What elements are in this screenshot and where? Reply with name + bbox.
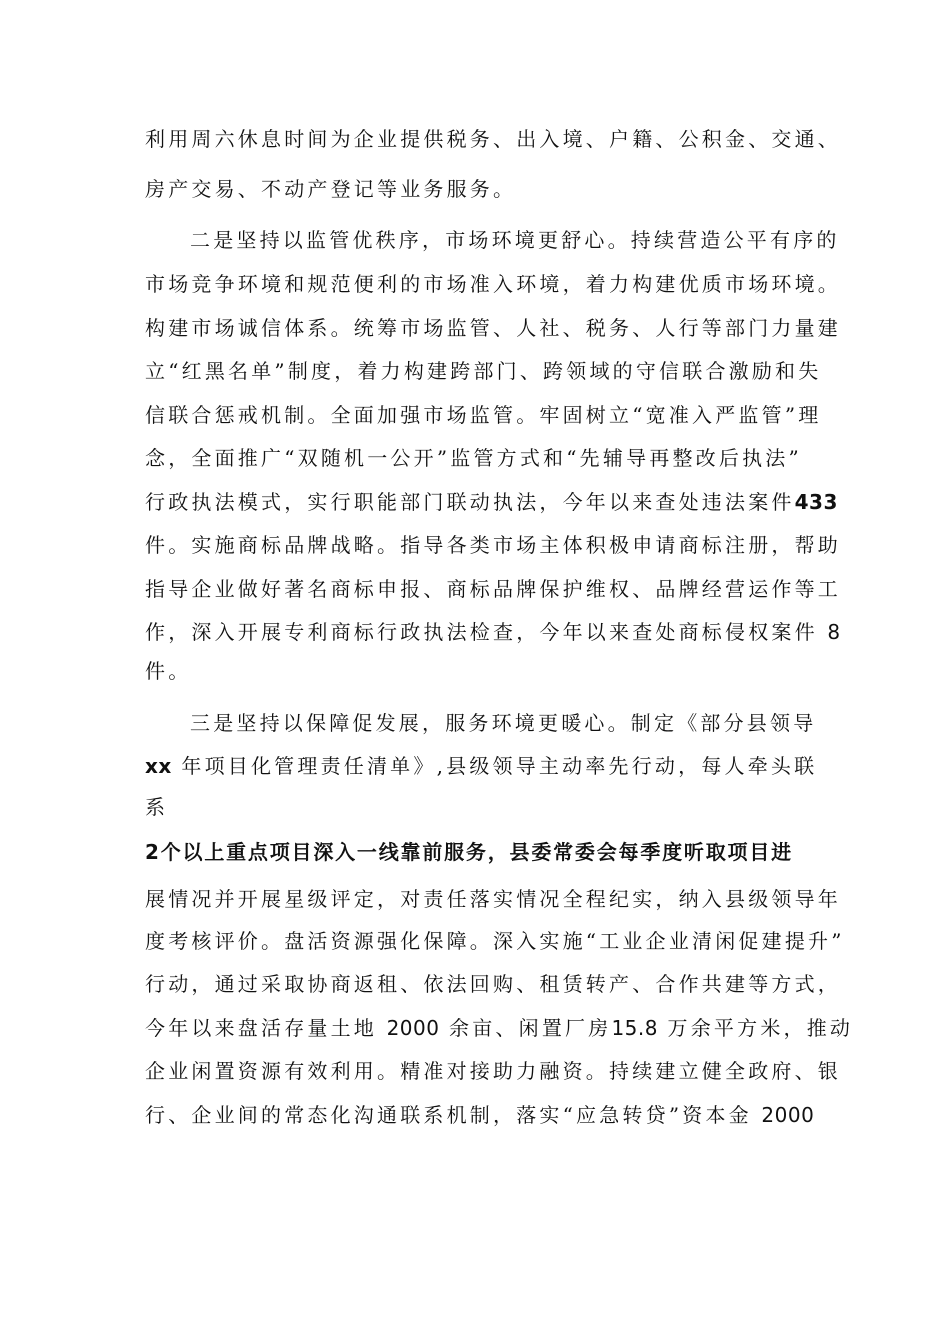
text-line bbox=[145, 532, 841, 558]
text-span: 2个以上重点项目深入一线靠前服务，县委常委会每季度听取项目进 bbox=[145, 840, 793, 864]
text-span: 构建市场诚信体系。统筹市场监管、人社、税务、人行等部门力量建 bbox=[145, 316, 841, 340]
text-line bbox=[145, 271, 841, 297]
text-span: 企业闲置资源有效利用。精准对接助力融资。持续建立健全政府、银 bbox=[145, 1059, 841, 1083]
text-span: 万余平方米，推动 bbox=[657, 1016, 854, 1040]
text-line bbox=[145, 1015, 853, 1041]
text-line bbox=[145, 971, 841, 997]
text-span: 指导企业做好著名商标申报、商标品牌保护维权、品牌经营运作等工 bbox=[145, 577, 841, 601]
text-line bbox=[145, 576, 841, 602]
text-span: 念，全面推广“双随机一公开”监管方式和“先辅导再整改后执法” bbox=[145, 446, 802, 470]
text-line bbox=[145, 658, 191, 684]
text-span: 三是坚持以保障促发展，服务环境更暖心。制定《部分县领导 bbox=[190, 711, 817, 735]
text-span: 展情况并开展星级评定，对责任落实情况全程纪实，纳入县级领导年 bbox=[145, 887, 841, 911]
text-line bbox=[145, 315, 841, 341]
text-span: 年项目化管理责任清单》,县级领导主动率先行动，每人牵头联 bbox=[181, 754, 818, 778]
text-line bbox=[145, 358, 821, 384]
text-line bbox=[145, 126, 841, 152]
text-span: 行、企业间的常态化沟通联系机制，落实“应急转贷”资本金 bbox=[145, 1103, 762, 1127]
text-line bbox=[145, 928, 845, 954]
factory-area: 15.8 bbox=[611, 1016, 658, 1040]
text-span: 立“红黑名单”制度，着力构建跨部门、跨领域的守信联合激励和失 bbox=[145, 359, 822, 383]
text-span: 件。 bbox=[145, 659, 192, 683]
text-line bbox=[145, 1058, 841, 1084]
text-span: 市场竞争环境和规范便利的市场准入环境，着力构建优质市场环境。 bbox=[145, 272, 841, 296]
text-line bbox=[145, 619, 841, 645]
paragraph-start-line bbox=[190, 227, 840, 253]
case-count: 8 bbox=[827, 620, 841, 644]
text-span: 信联合惩戒机制。全面加强市场监管。牢固树立“宽准入严监管”理 bbox=[145, 403, 822, 427]
placeholder-year: xx bbox=[145, 754, 172, 778]
paragraph-start-line bbox=[190, 710, 816, 736]
text-span: 今年以来盘活存量土地 bbox=[145, 1016, 387, 1040]
fund-amount: 2000 bbox=[761, 1103, 815, 1127]
text-span: 利用周六休息时间为企业提供税务、出入境、户籍、公积金、交通、 bbox=[145, 127, 841, 151]
text-line bbox=[145, 794, 168, 820]
text-span: 系 bbox=[145, 795, 169, 819]
text-line bbox=[145, 445, 802, 471]
text-line bbox=[145, 402, 821, 428]
case-count: 433 bbox=[794, 490, 838, 514]
text-span: 行政执法模式，实行职能部门联动执法，今年以来查处违法案件 bbox=[145, 490, 795, 514]
text-span: 二是坚持以监管优秩序，市场环境更舒心。持续营造公平有序的 bbox=[190, 228, 840, 252]
text-line bbox=[145, 1102, 814, 1128]
text-span: 度考核评价。盘活资源强化保障。深入实施“工业企业清闲促建提升” bbox=[145, 929, 845, 953]
land-area: 2000 bbox=[386, 1016, 440, 1040]
text-span: 房产交易、不动产登记等业务服务。 bbox=[145, 177, 517, 201]
text-span: 行动，通过采取协商返租、依法回购、租赁转产、合作共建等方式， bbox=[145, 972, 841, 996]
text-line bbox=[145, 489, 838, 515]
bold-text-line bbox=[145, 839, 793, 865]
text-line bbox=[145, 753, 817, 779]
text-span: 作，深入开展专利商标行政执法检查，今年以来查处商标侵权案件 bbox=[145, 620, 828, 644]
text-line bbox=[145, 176, 516, 202]
text-line bbox=[145, 886, 841, 912]
text-span: 件。实施商标品牌战略。指导各类市场主体积极申请商标注册，帮助 bbox=[145, 533, 841, 557]
text-span: 余亩、闲置厂房 bbox=[439, 1016, 612, 1040]
